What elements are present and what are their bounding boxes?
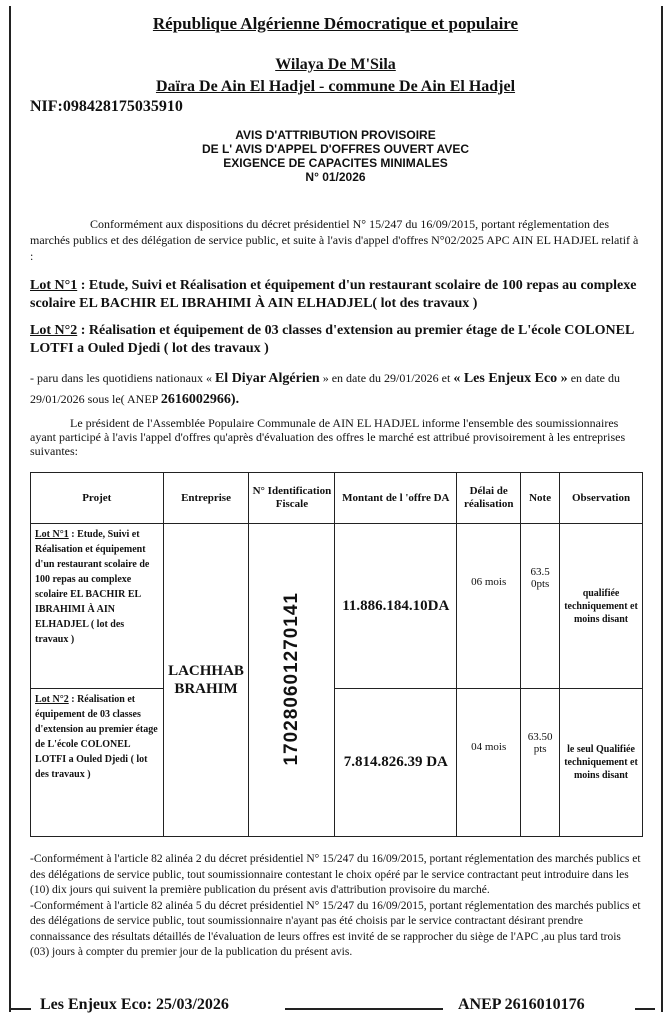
notice-number: N° 01/2026 bbox=[305, 170, 366, 184]
row-2-delai: 04 mois bbox=[457, 689, 521, 837]
footer-rule bbox=[635, 1008, 655, 1010]
header-montant: Montant de l 'offre DA bbox=[335, 473, 457, 524]
row-2-montant: 7.814.826.39 DA bbox=[335, 689, 457, 837]
header-nif: N° Identification Fiscale bbox=[249, 473, 335, 524]
lot-1-description bbox=[30, 277, 642, 313]
row-2-lot-text: : Réalisation et équipement de 03 classes d'extension au premier étage de L'école COLONEL LOTFI a Ouled Djedi ( lot des travaux ) bbox=[35, 694, 158, 780]
lot-2-text: : Réalisation et équipement de 03 classes d'extension au premier étage de L'école COLONEL LOTFI a Ouled Djedi ( lot des travaux ) bbox=[30, 323, 634, 356]
footer-rule bbox=[285, 1008, 443, 1010]
lot-2-description bbox=[30, 322, 642, 358]
row-1-observation: qualifiée techniquement et moins disant bbox=[560, 524, 643, 689]
row-2-projet bbox=[31, 689, 164, 837]
notice-heading-line: EXIGENCE DE CAPACITES MINIMALES bbox=[223, 156, 448, 170]
president-paragraph: Le président de l'Assemblée Populaire Communale de AIN EL HADJEL informe l'ensemble des soumissionnaires ayant participé à l'avis l'appel d'offres qu'après d'évaluation des offres le marché est attribué provisoirement à les entreprises suivantes: bbox=[30, 416, 626, 458]
header-entreprise: Entreprise bbox=[163, 473, 249, 524]
lot-2-label: Lot N°2 bbox=[30, 323, 78, 338]
row-2-observation: le seul Qualifiée techniquement et moins disant bbox=[560, 689, 643, 837]
republic-title: République Algérienne Démocratique et populaire bbox=[152, 14, 519, 33]
publication-text: - paru dans les quotidiens nationaux « bbox=[30, 371, 212, 385]
publication-text: » en date du 29/01/2026 et bbox=[322, 371, 451, 385]
header-projet: Projet bbox=[31, 473, 164, 524]
notice-heading bbox=[0, 128, 671, 184]
notice-heading-line: DE L' AVIS D'APPEL D'OFFRES OUVERT AVEC bbox=[201, 142, 470, 156]
wilaya-title: Wilaya De M'Sila bbox=[275, 56, 396, 73]
row-1-montant: 11.886.184.10DA bbox=[335, 524, 457, 689]
nif-vertical-text: 170280601270141 bbox=[280, 591, 302, 766]
row-2-note: 63.50 pts bbox=[521, 689, 560, 837]
row-2-lot-label: Lot N°2 bbox=[35, 694, 69, 705]
journal-name-1: El Diyar Algérien bbox=[214, 371, 320, 386]
nif-cell bbox=[249, 524, 335, 837]
journal-name-2: « Les Enjeux Eco » bbox=[453, 371, 568, 386]
row-1-lot-text: : Etude, Suivi et Réalisation et équipement d'un restaurant scolaire de 100 repas au complexe scolaire EL BACHIR EL IBRAHIMI À AIN ELHADJEL ( lot des travaux ) bbox=[35, 529, 150, 645]
header-delai: Délai de réalisation bbox=[457, 473, 521, 524]
entreprise-cell: LACHHAB BRAHIM bbox=[163, 524, 249, 837]
publication-text: en date du 29/01/2026 sous le( ANEP bbox=[30, 371, 620, 406]
attribution-table bbox=[30, 472, 643, 837]
footer-publication-date: Les Enjeux Eco: 25/03/2026 bbox=[40, 996, 229, 1013]
row-1-delai: 06 mois bbox=[457, 524, 521, 689]
intro-paragraph: Conformément aux dispositions du décret présidentiel N° 15/247 du 16/09/2015, portant réglementation des marchés publics et des délégation de service public, et suite à l'avis d'appel d'offres N°02/2025 APC AIN EL HADJEL relatif à : bbox=[30, 217, 639, 263]
closing-paragraph-2: -Conformément à l'article 82 alinéa 5 du décret présidentiel N° 15/247 du 16/09/2015, portant réglementation des marchés publics et des délégations de service public, tout soumissionnaire n'ayant pas été choisis par le service contractant désirant prendre connaissance des résultats détaillés de l'évaluation de leurs offres est invité de se rapprocher du siège de l'APC ,au plus tard trois (03) jours à compter du premier jour de la publication du présent avis. bbox=[30, 899, 641, 958]
row-1-projet bbox=[31, 524, 164, 689]
lot-1-text: : Etude, Suivi et Réalisation et équipement d'un restaurant scolaire de 100 repas au complexe scolaire EL BACHIR EL IBRAHIMI À AIN ELHADJEL( lot des travaux ) bbox=[30, 278, 637, 311]
table-row bbox=[31, 689, 643, 837]
footer-rule bbox=[9, 1008, 31, 1010]
closing-paragraph-1: -Conformément à l'article 82 alinéa 2 du décret présidentiel N° 15/247 du 16/09/2015, portant réglementation des marchés publics et des délégations de service public, tout soumissionnaire contestant le choix opéré par le service contractant peut introduire dans les (10) dix jours qui suivent la première publication du présent avis d'attribution provisoire du marché. bbox=[30, 853, 641, 896]
publication-paragraph bbox=[30, 368, 642, 410]
lot-1-label: Lot N°1 bbox=[30, 278, 78, 293]
nif-number: NIF:098428175035910 bbox=[30, 98, 183, 115]
header-observation: Observation bbox=[560, 473, 643, 524]
footer-anep-number: ANEP 2616010176 bbox=[458, 996, 585, 1013]
daira-title: Daïra De Ain El Hadjel - commune De Ain El Hadjel bbox=[155, 78, 516, 95]
table-header-row bbox=[31, 473, 643, 524]
row-1-note: 63.5 0pts bbox=[521, 524, 560, 689]
footer bbox=[0, 996, 671, 1020]
table-row bbox=[31, 524, 643, 689]
notice-heading-line: AVIS D'ATTRIBUTION PROVISOIRE bbox=[235, 128, 436, 142]
header-note: Note bbox=[521, 473, 560, 524]
anep-number: 2616002966). bbox=[160, 392, 240, 407]
closing-paragraphs bbox=[30, 852, 642, 961]
row-1-lot-label: Lot N°1 bbox=[35, 529, 69, 540]
